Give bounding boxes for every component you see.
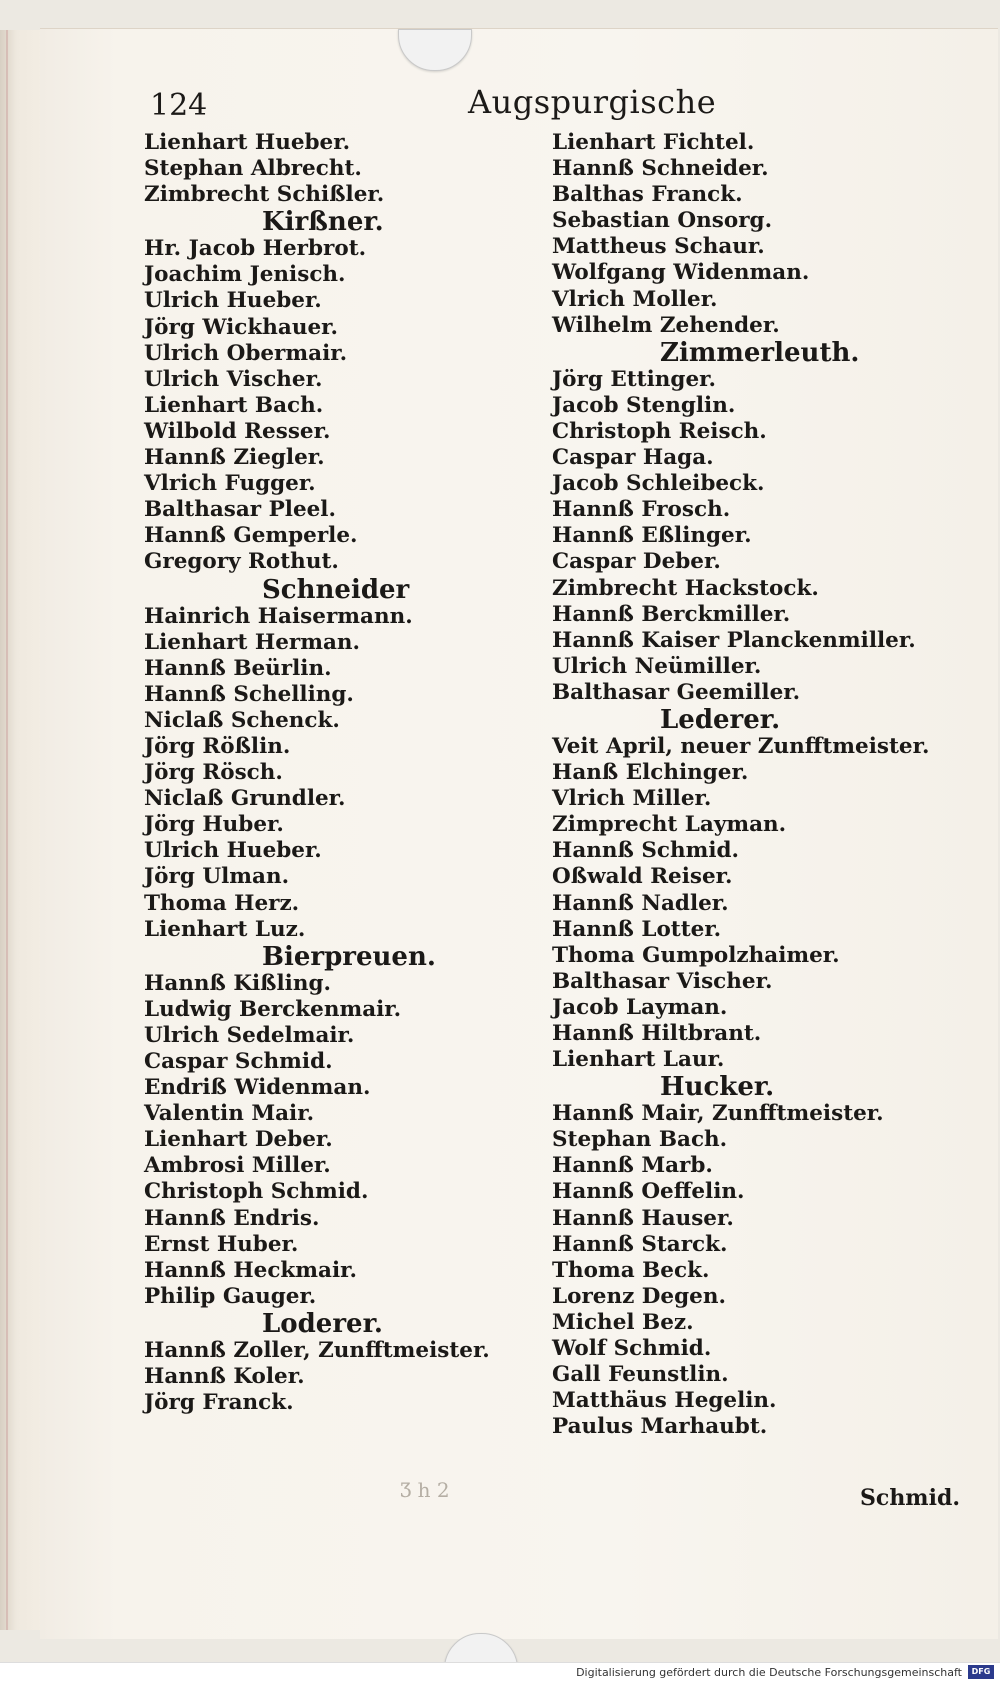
list-item: Endriß Widenman. [144, 1075, 371, 1101]
list-item: Hannß Nadler. [552, 890, 729, 916]
list-item: Hannß Schelling. [144, 681, 354, 707]
list-item: Hannß Hiltbrant. [552, 1021, 762, 1046]
list-item: Balthasar Geemiller. [552, 679, 801, 705]
list-item: Joachim Jenisch. [144, 262, 346, 288]
list-item: Christoph Schmid. [144, 1179, 369, 1205]
list-item: Hannß Koler. [144, 1364, 305, 1390]
list-item: Niclaß Grundler. [144, 786, 346, 812]
section-heading: Hucker. [660, 1072, 775, 1103]
list-item: Caspar Schmid. [144, 1049, 333, 1074]
list-item: Matthäus Hegelin. [552, 1388, 777, 1414]
list-item: Hannß Schneider. [552, 156, 769, 182]
footer-credit: Digitalisierung gefördert durch die Deutsche Forschungsgemeinschaft [576, 1666, 962, 1679]
list-item: Lienhart Laur. [552, 1047, 725, 1073]
list-item: Ambrosi Miller. [144, 1153, 331, 1179]
list-item: Mattheus Schaur. [552, 234, 765, 260]
digitization-footer [0, 1662, 1000, 1683]
list-item: Thoma Herz. [144, 890, 300, 916]
list-item: Jörg Huber. [144, 812, 284, 838]
list-item: Wolf Schmid. [552, 1336, 712, 1362]
dfg-logo: DFG [968, 1665, 994, 1679]
list-item: Veit April, neuer Zunfftmeister. [552, 733, 930, 759]
list-item: Ulrich Hueber. [144, 288, 322, 314]
catchword: Schmid. [860, 1485, 960, 1511]
list-item: Hannß Berckmiller. [552, 601, 791, 627]
list-item: Paulus Marhaubt. [552, 1414, 768, 1440]
list-item: Vlrich Fugger. [144, 471, 316, 497]
list-item: Gregory Rothut. [144, 549, 339, 575]
list-item: Stephan Albrecht. [144, 156, 362, 182]
list-item: Lienhart Luz. [144, 916, 306, 942]
list-item: Ulrich Hueber. [144, 838, 322, 864]
list-item: Sebastian Onsorg. [552, 208, 773, 234]
right-column [552, 130, 972, 1440]
list-item: Hannß Heckmair. [144, 1257, 357, 1283]
list-item: Jörg Franck. [144, 1390, 294, 1416]
list-item: Philip Gauger. [144, 1283, 317, 1309]
section-heading: Lederer. [660, 704, 781, 735]
list-item: Caspar Deber. [552, 549, 721, 575]
list-item: Lienhart Herman. [144, 629, 361, 655]
list-item: Michel Bez. [552, 1309, 694, 1335]
list-item: Wolfgang Widenman. [552, 260, 810, 286]
list-item: Hannß Eßlinger. [552, 523, 752, 549]
page-number: 124 [150, 88, 208, 123]
list-item: Hannß Hauser. [552, 1205, 734, 1231]
list-item: Wilbold Resser. [144, 418, 331, 444]
list-item: Lienhart Bach. [144, 392, 324, 418]
page-clip-top [398, 29, 472, 71]
list-item: Vlrich Miller. [552, 786, 712, 812]
list-item: Stephan Bach. [552, 1127, 728, 1153]
list-item: Jörg Rösch. [144, 760, 283, 786]
list-item: Ernst Huber. [144, 1231, 299, 1257]
list-item: Lienhart Hueber. [144, 130, 351, 155]
list-item: Hainrich Haisermann. [144, 603, 413, 629]
list-item: Hannß Endris. [144, 1205, 320, 1231]
list-item: Zimbrecht Schißler. [144, 182, 385, 208]
list-item: Hannß Kißling. [144, 970, 332, 996]
list-item: Oßwald Reiser. [552, 864, 733, 890]
list-item: Jacob Schleibeck. [552, 471, 765, 497]
list-item: Ulrich Vischer. [144, 366, 323, 392]
list-item: Zimbrecht Hackstock. [552, 575, 819, 601]
list-item: Lienhart Fichtel. [552, 130, 755, 155]
list-item: Valentin Mair. [144, 1101, 315, 1127]
list-item: Hannß Ziegler. [144, 445, 325, 471]
list-item: Jörg Wickhauer. [144, 314, 338, 340]
page-stack-edge [0, 30, 43, 1630]
list-item: Hannß Kaiser Planckenmiller. [552, 627, 916, 653]
list-item: Hanß Elchinger. [552, 760, 749, 786]
list-item: Ludwig Berckenmair. [144, 996, 402, 1022]
list-item: Hannß Oeffelin. [552, 1179, 745, 1205]
list-item: Hannß Beürlin. [144, 655, 332, 681]
list-item: Jörg Ulman. [144, 864, 290, 890]
list-item: Balthasar Vischer. [552, 968, 773, 994]
list-item: Hr. Jacob Herbrot. [144, 236, 367, 262]
running-head: Augspurgische [468, 83, 717, 121]
section-heading: Bierpreuen. [262, 941, 436, 972]
signature-mark: Ʒ h 2 [400, 1478, 450, 1502]
list-item: Vlrich Moller. [552, 286, 718, 312]
list-item: Jörg Ettinger. [552, 366, 716, 392]
list-item: Ulrich Sedelmair. [144, 1022, 355, 1048]
list-item: Wilhelm Zehender. [552, 312, 780, 338]
list-item: Balthasar Pleel. [144, 497, 336, 523]
list-item: Jörg Rößlin. [144, 733, 291, 759]
list-item: Lorenz Degen. [552, 1283, 726, 1309]
list-item: Hannß Mair, Zunfftmeister. [552, 1101, 884, 1127]
list-item: Ulrich Neümiller. [552, 653, 762, 679]
list-item: Hannß Schmid. [552, 838, 740, 864]
list-item: Christoph Reisch. [552, 418, 767, 444]
list-item: Hannß Starck. [552, 1231, 728, 1257]
list-item: Thoma Beck. [552, 1257, 710, 1283]
list-item: Jacob Stenglin. [552, 392, 736, 418]
list-item: Gall Feunstlin. [552, 1362, 729, 1388]
section-heading: Loderer. [262, 1308, 383, 1339]
section-heading: Schneider [262, 574, 410, 605]
section-heading: Zimmerleuth. [660, 337, 860, 368]
list-item: Lienhart Deber. [144, 1127, 333, 1153]
list-item: Hannß Lotter. [552, 916, 722, 942]
list-item: Caspar Haga. [552, 445, 714, 471]
list-item: Ulrich Obermair. [144, 340, 348, 366]
list-item: Balthas Franck. [552, 182, 743, 208]
list-item: Hannß Marb. [552, 1153, 713, 1179]
list-item: Jacob Layman. [552, 994, 728, 1020]
section-heading: Kirßner. [262, 207, 384, 238]
left-column [144, 130, 544, 1416]
list-item: Niclaß Schenck. [144, 707, 340, 733]
list-item: Zimprecht Layman. [552, 812, 787, 838]
list-item: Thoma Gumpolzhaimer. [552, 942, 840, 968]
list-item: Hannß Frosch. [552, 497, 731, 523]
list-item: Hannß Zoller, Zunfftmeister. [144, 1337, 490, 1363]
list-item: Hannß Gemperle. [144, 523, 358, 549]
